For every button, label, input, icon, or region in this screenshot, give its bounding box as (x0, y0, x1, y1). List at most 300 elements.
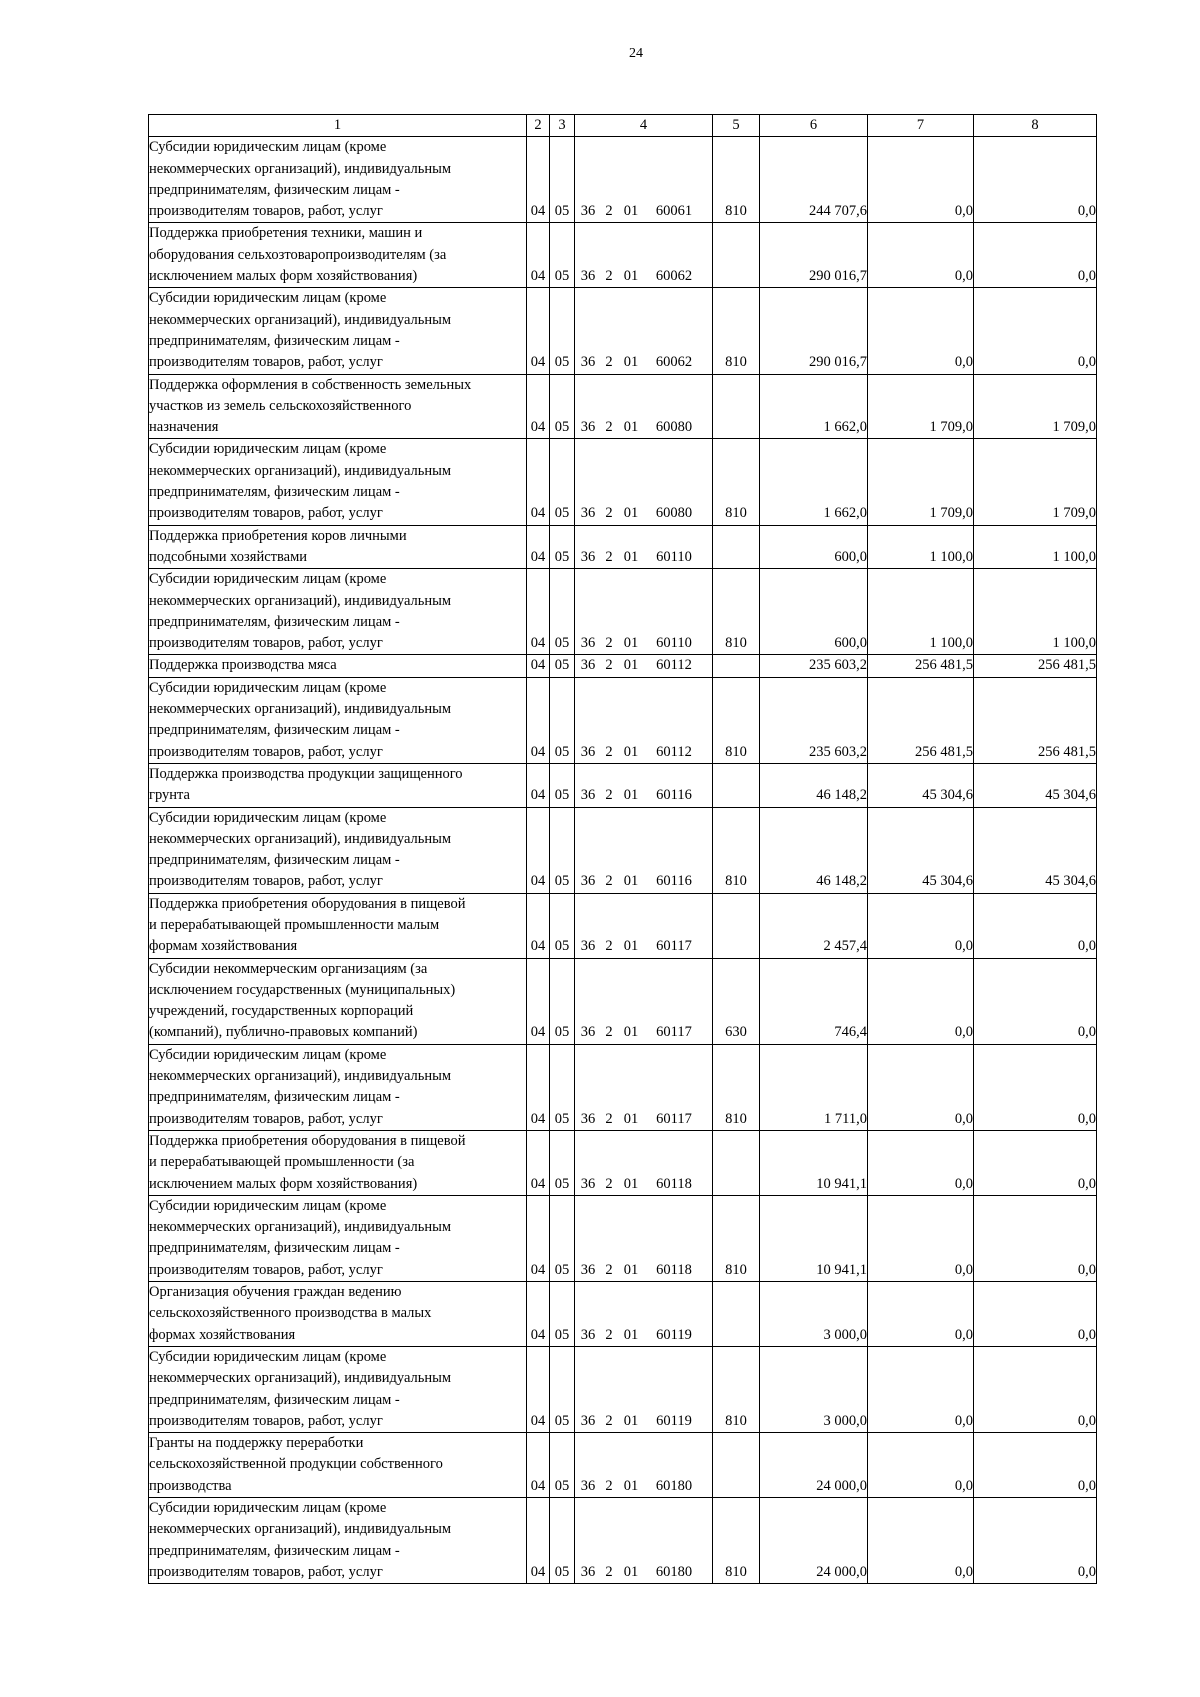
table-row (149, 1498, 1097, 1584)
description-line: грунта (149, 787, 190, 804)
row-description (149, 1130, 527, 1195)
description-line: производителям товаров, работ, услуг (149, 743, 383, 760)
section-code: 04 (527, 137, 550, 223)
target-article-code (575, 1346, 713, 1432)
row-description (149, 525, 527, 569)
target-article-code-parts (575, 417, 712, 438)
amount-col7: 0,0 (868, 223, 974, 288)
description-line: производителям товаров, работ, услуг (149, 635, 383, 652)
row-description (149, 374, 527, 439)
table-row (149, 1195, 1097, 1281)
amount-col8: 0,0 (974, 1195, 1097, 1281)
description-line: предпринимателям, физическим лицам - (149, 484, 400, 501)
amount-col7: 0,0 (868, 1282, 974, 1347)
description-line: предпринимателям, физическим лицам - (149, 181, 400, 198)
column-header: 6 (760, 115, 868, 137)
amount-col7: 0,0 (868, 1433, 974, 1498)
code-part: 01 (623, 1563, 639, 1580)
target-article-code (575, 374, 713, 439)
description-line: предпринимателям, физическим лицам - (149, 722, 400, 739)
row-description (149, 1044, 527, 1130)
amount-col8: 0,0 (974, 223, 1097, 288)
code-part: 36 (580, 1477, 596, 1494)
amount-col6: 46 148,2 (760, 807, 868, 893)
amount-col8: 0,0 (974, 1044, 1097, 1130)
code-part: 2 (605, 548, 613, 565)
table-row (149, 655, 1097, 677)
section-code: 04 (527, 1195, 550, 1281)
description-line: Субсидии юридическим лицам (кроме (149, 1500, 387, 1516)
amount-col8: 0,0 (974, 1130, 1097, 1195)
page-number: 24 (629, 46, 643, 61)
code-part: 36 (580, 1563, 596, 1580)
description-line: Субсидии юридическим лицам (кроме (149, 441, 387, 458)
table-row (149, 1130, 1097, 1195)
section-code: 04 (527, 374, 550, 439)
description-line: исключением малых форм хозяйствования) (149, 1175, 418, 1192)
description-line: производителям товаров, работ, услуг (149, 1563, 383, 1580)
column-header: 7 (868, 115, 974, 137)
section-code: 04 (527, 958, 550, 1044)
row-description (149, 1433, 527, 1498)
amount-col6: 3 000,0 (760, 1346, 868, 1432)
amount-col7: 0,0 (868, 137, 974, 223)
amount-col7: 45 304,6 (868, 763, 974, 807)
code-part: 2 (605, 1024, 613, 1041)
target-article-code (575, 1282, 713, 1347)
code-part: 01 (623, 419, 639, 436)
target-article-code (575, 1195, 713, 1281)
target-article-code (575, 525, 713, 569)
section-code: 04 (527, 439, 550, 525)
description-line: Поддержка оформления в собственность земельных (149, 376, 472, 393)
description-line: сельскохозяйственного производства в малых (149, 1305, 432, 1322)
table-row (149, 763, 1097, 807)
code-part: 60117 (656, 1110, 692, 1127)
description-line: некоммерческих организаций), индивидуальным (149, 701, 452, 718)
description-line: производителям товаров, работ, услуг (149, 1110, 383, 1127)
target-article-code (575, 807, 713, 893)
code-part: 01 (623, 657, 639, 674)
amount-col6: 235 603,2 (760, 655, 868, 677)
amount-col8: 0,0 (974, 958, 1097, 1044)
table-row (149, 1433, 1097, 1498)
description-line: формах хозяйствования (149, 1326, 296, 1343)
description-line: предпринимателям, физическим лицам - (149, 1240, 400, 1257)
amount-col7: 1 709,0 (868, 439, 974, 525)
code-part: 2 (605, 787, 613, 804)
table-row (149, 1282, 1097, 1347)
amount-col8: 45 304,6 (974, 763, 1097, 807)
subsection-code: 05 (550, 1044, 575, 1130)
subsection-code: 05 (550, 288, 575, 374)
section-code: 04 (527, 1498, 550, 1584)
description-line: Поддержка производства продукции защищенного (149, 765, 463, 782)
amount-col7: 1 100,0 (868, 569, 974, 655)
description-line: производителям товаров, работ, услуг (149, 203, 383, 220)
table-row (149, 893, 1097, 958)
code-part: 2 (605, 1412, 613, 1429)
row-description (149, 569, 527, 655)
amount-col6: 2 457,4 (760, 893, 868, 958)
expense-type-code: 810 (713, 569, 760, 655)
code-part: 36 (580, 938, 596, 955)
target-article-code-parts (575, 1109, 712, 1130)
section-code: 04 (527, 1346, 550, 1432)
target-article-code-parts (575, 1562, 712, 1583)
code-part: 2 (605, 268, 613, 285)
amount-col6: 600,0 (760, 569, 868, 655)
target-article-code-parts (575, 1260, 712, 1281)
amount-col6: 290 016,7 (760, 288, 868, 374)
target-article-code (575, 1044, 713, 1130)
expense-type-code: 810 (713, 807, 760, 893)
table-row (149, 288, 1097, 374)
code-part: 01 (623, 1326, 639, 1343)
amount-col6: 244 707,6 (760, 137, 868, 223)
code-part: 2 (605, 1175, 613, 1192)
description-line: исключением малых форм хозяйствования) (149, 268, 418, 285)
target-article-code-parts (575, 1411, 712, 1432)
row-description (149, 655, 527, 677)
code-part: 60062 (655, 268, 693, 285)
code-part: 01 (623, 743, 639, 760)
amount-col7: 0,0 (868, 1195, 974, 1281)
description-line: учреждений, государственных корпораций (149, 1003, 414, 1020)
code-part: 2 (605, 1326, 613, 1343)
section-code: 04 (527, 223, 550, 288)
code-part: 01 (623, 1024, 639, 1041)
code-part: 60119 (656, 1412, 692, 1429)
row-description (149, 223, 527, 288)
amount-col6: 746,4 (760, 958, 868, 1044)
target-article-code-parts (575, 352, 712, 373)
target-article-code (575, 893, 713, 958)
expense-type-code: 810 (713, 1498, 760, 1584)
code-part: 60118 (656, 1175, 692, 1192)
target-article-code (575, 1433, 713, 1498)
row-description (149, 807, 527, 893)
code-part: 2 (605, 1477, 613, 1494)
column-header: 3 (550, 115, 575, 137)
amount-col7: 1 709,0 (868, 374, 974, 439)
target-article-code-parts (575, 1476, 712, 1497)
description-line: производителям товаров, работ, услуг (149, 873, 383, 890)
code-part: 2 (605, 635, 613, 652)
code-part: 60062 (655, 354, 693, 371)
column-header: 1 (149, 115, 527, 137)
amount-col8: 0,0 (974, 1282, 1097, 1347)
expense-type-code: 810 (713, 677, 760, 763)
expense-type-code (713, 525, 760, 569)
amount-col6: 46 148,2 (760, 763, 868, 807)
amount-col6: 600,0 (760, 525, 868, 569)
description-line: Субсидии юридическим лицам (кроме (149, 679, 387, 696)
table-row (149, 439, 1097, 525)
amount-col7: 0,0 (868, 893, 974, 958)
code-part: 2 (605, 203, 613, 220)
expense-type-code: 630 (713, 958, 760, 1044)
amount-col8: 256 481,5 (974, 677, 1097, 763)
code-part: 01 (623, 873, 639, 890)
target-article-code (575, 655, 713, 677)
amount-col8: 1 709,0 (974, 439, 1097, 525)
target-article-code (575, 569, 713, 655)
description-line: участков из земель сельскохозяйственного (149, 397, 412, 414)
row-description (149, 137, 527, 223)
target-article-code-parts (575, 871, 712, 892)
amount-col6: 1 711,0 (760, 1044, 868, 1130)
expense-type-code: 810 (713, 288, 760, 374)
target-article-code-parts (575, 742, 712, 763)
code-part: 60080 (655, 505, 693, 522)
section-code: 04 (527, 1044, 550, 1130)
row-description (149, 288, 527, 374)
code-part: 36 (580, 787, 596, 804)
code-part: 01 (623, 787, 639, 804)
amount-col7: 0,0 (868, 958, 974, 1044)
target-article-code-parts (575, 266, 712, 287)
subsection-code: 05 (550, 525, 575, 569)
amount-col8: 0,0 (974, 288, 1097, 374)
section-code: 04 (527, 1433, 550, 1498)
code-part: 60110 (656, 635, 692, 652)
description-line: некоммерческих организаций), индивидуальным (149, 311, 452, 328)
table-row (149, 677, 1097, 763)
code-part: 60180 (655, 1563, 693, 1580)
description-line: Поддержка приобретения оборудования в пищевой (149, 895, 466, 912)
expense-type-code (713, 1282, 760, 1347)
code-part: 01 (623, 505, 639, 522)
description-line: исключением государственных (муниципальных) (149, 981, 456, 998)
description-line: некоммерческих организаций), индивидуальным (149, 592, 452, 609)
description-line: производства (149, 1477, 232, 1494)
expense-type-code: 810 (713, 439, 760, 525)
section-code: 04 (527, 655, 550, 677)
target-article-code (575, 1130, 713, 1195)
table-row (149, 807, 1097, 893)
code-part: 60116 (656, 873, 692, 890)
code-part: 60117 (656, 1024, 692, 1041)
amount-col7: 0,0 (868, 1130, 974, 1195)
description-line: Субсидии юридическим лицам (кроме (149, 139, 387, 156)
description-line: некоммерческих организаций), индивидуальным (149, 1219, 452, 1236)
description-line: Организация обучения граждан ведению (149, 1284, 402, 1301)
description-line: назначения (149, 419, 219, 436)
code-part: 2 (605, 1261, 613, 1278)
subsection-code: 05 (550, 763, 575, 807)
code-part: 01 (623, 203, 639, 220)
table-row (149, 1346, 1097, 1432)
code-part: 2 (605, 354, 613, 371)
amount-col8: 256 481,5 (974, 655, 1097, 677)
expense-type-code (713, 893, 760, 958)
row-description (149, 1282, 527, 1347)
amount-col6: 290 016,7 (760, 223, 868, 288)
target-article-code (575, 677, 713, 763)
row-description (149, 1498, 527, 1584)
subsection-code: 05 (550, 958, 575, 1044)
description-line: и перерабатывающей промышленности (за (149, 1154, 415, 1171)
amount-col8: 0,0 (974, 1433, 1097, 1498)
code-part: 36 (580, 268, 596, 285)
code-part: 60112 (656, 657, 692, 674)
code-part: 01 (623, 268, 639, 285)
subsection-code: 05 (550, 223, 575, 288)
description-line: некоммерческих организаций), индивидуальным (149, 1370, 452, 1387)
amount-col6: 1 662,0 (760, 439, 868, 525)
subsection-code: 05 (550, 677, 575, 763)
subsection-code: 05 (550, 1498, 575, 1584)
description-line: Субсидии юридическим лицам (кроме (149, 1348, 387, 1365)
code-part: 60110 (656, 548, 692, 565)
amount-col8: 0,0 (974, 1346, 1097, 1432)
target-article-code (575, 1498, 713, 1584)
expense-type-code (713, 1433, 760, 1498)
subsection-code: 05 (550, 439, 575, 525)
description-line: некоммерческих организаций), индивидуальным (149, 1521, 452, 1538)
row-description (149, 958, 527, 1044)
code-part: 36 (580, 1175, 596, 1192)
code-part: 2 (605, 873, 613, 890)
table-row (149, 525, 1097, 569)
section-code: 04 (527, 677, 550, 763)
target-article-code (575, 137, 713, 223)
section-code: 04 (527, 569, 550, 655)
expense-type-code: 810 (713, 1346, 760, 1432)
table-row (149, 1044, 1097, 1130)
description-line: (компаний), публично-правовых компаний) (149, 1024, 418, 1041)
table-row (149, 958, 1097, 1044)
description-line: некоммерческих организаций), индивидуальным (149, 160, 452, 177)
code-part: 2 (605, 419, 613, 436)
code-part: 01 (623, 938, 639, 955)
expense-type-code (713, 655, 760, 677)
code-part: 36 (580, 1024, 596, 1041)
description-line: некоммерческих организаций), индивидуальным (149, 1068, 452, 1085)
subsection-code: 05 (550, 137, 575, 223)
amount-col6: 24 000,0 (760, 1498, 868, 1584)
target-article-code (575, 958, 713, 1044)
amount-col7: 0,0 (868, 288, 974, 374)
target-article-code (575, 223, 713, 288)
amount-col8: 0,0 (974, 137, 1097, 223)
subsection-code: 05 (550, 569, 575, 655)
expense-type-code (713, 374, 760, 439)
table-row (149, 569, 1097, 655)
code-part: 36 (580, 1261, 596, 1278)
target-article-code (575, 288, 713, 374)
amount-col7: 256 481,5 (868, 655, 974, 677)
expense-type-code (713, 1130, 760, 1195)
subsection-code: 05 (550, 1195, 575, 1281)
section-code: 04 (527, 525, 550, 569)
description-line: производителям товаров, работ, услуг (149, 505, 383, 522)
table-body (149, 137, 1097, 1584)
amount-col7: 45 304,6 (868, 807, 974, 893)
code-part: 2 (605, 743, 613, 760)
description-line: Субсидии юридическим лицам (кроме (149, 1197, 387, 1214)
section-code: 04 (527, 1130, 550, 1195)
code-part: 2 (605, 657, 613, 674)
subsection-code: 05 (550, 893, 575, 958)
code-part: 60112 (656, 743, 692, 760)
code-part: 2 (605, 505, 613, 522)
code-part: 2 (605, 938, 613, 955)
table-row (149, 137, 1097, 223)
description-line: Поддержка приобретения коров личными (149, 527, 407, 544)
description-line: Гранты на поддержку переработки (149, 1435, 364, 1452)
row-description (149, 677, 527, 763)
code-part: 01 (623, 635, 639, 652)
description-line: и перерабатывающей промышленности малым (149, 916, 440, 933)
target-article-code-parts (575, 1325, 712, 1346)
code-part: 36 (580, 1412, 596, 1429)
subsection-code: 05 (550, 1130, 575, 1195)
description-line: Субсидии некоммерческим организациям (за (149, 960, 428, 977)
row-description (149, 439, 527, 525)
amount-col7: 256 481,5 (868, 677, 974, 763)
subsection-code: 05 (550, 374, 575, 439)
target-article-code-parts (575, 785, 712, 806)
description-line: Субсидии юридическим лицам (кроме (149, 571, 387, 588)
amount-col6: 10 941,1 (760, 1130, 868, 1195)
amount-col8: 1 100,0 (974, 569, 1097, 655)
amount-col8: 1 100,0 (974, 525, 1097, 569)
description-line: формам хозяйствования (149, 938, 298, 955)
expense-type-code (713, 763, 760, 807)
description-line: предпринимателям, физическим лицам - (149, 332, 400, 349)
code-part: 36 (580, 203, 596, 220)
code-part: 01 (623, 354, 639, 371)
column-header: 5 (713, 115, 760, 137)
code-part: 60118 (656, 1261, 692, 1278)
target-article-code-parts (575, 1022, 712, 1043)
subsection-code: 05 (550, 1433, 575, 1498)
code-part: 36 (580, 873, 596, 890)
description-line: Поддержка приобретения техники, машин и (149, 225, 423, 242)
code-part: 60061 (655, 203, 693, 220)
target-article-code-parts (575, 503, 712, 524)
amount-col6: 10 941,1 (760, 1195, 868, 1281)
code-part: 01 (623, 1261, 639, 1278)
description-line: производителям товаров, работ, услуг (149, 1412, 383, 1429)
code-part: 36 (580, 743, 596, 760)
row-description (149, 763, 527, 807)
amount-col6: 1 662,0 (760, 374, 868, 439)
target-article-code-parts (575, 633, 712, 654)
target-article-code-parts (575, 201, 712, 222)
amount-col8: 0,0 (974, 1498, 1097, 1584)
code-part: 60119 (656, 1326, 692, 1343)
code-part: 36 (580, 548, 596, 565)
code-part: 36 (580, 505, 596, 522)
expense-type-code: 810 (713, 1195, 760, 1281)
description-line: Субсидии юридическим лицам (кроме (149, 809, 387, 826)
row-description (149, 1195, 527, 1281)
column-header: 8 (974, 115, 1097, 137)
table-row (149, 223, 1097, 288)
code-part: 36 (580, 635, 596, 652)
target-article-code (575, 439, 713, 525)
row-description (149, 893, 527, 958)
description-line: предпринимателям, физическим лицам - (149, 613, 400, 630)
code-part: 01 (623, 1110, 639, 1127)
amount-col7: 0,0 (868, 1346, 974, 1432)
code-part: 60117 (656, 938, 692, 955)
description-line: Субсидии юридическим лицам (кроме (149, 1046, 387, 1063)
expense-type-code: 810 (713, 137, 760, 223)
